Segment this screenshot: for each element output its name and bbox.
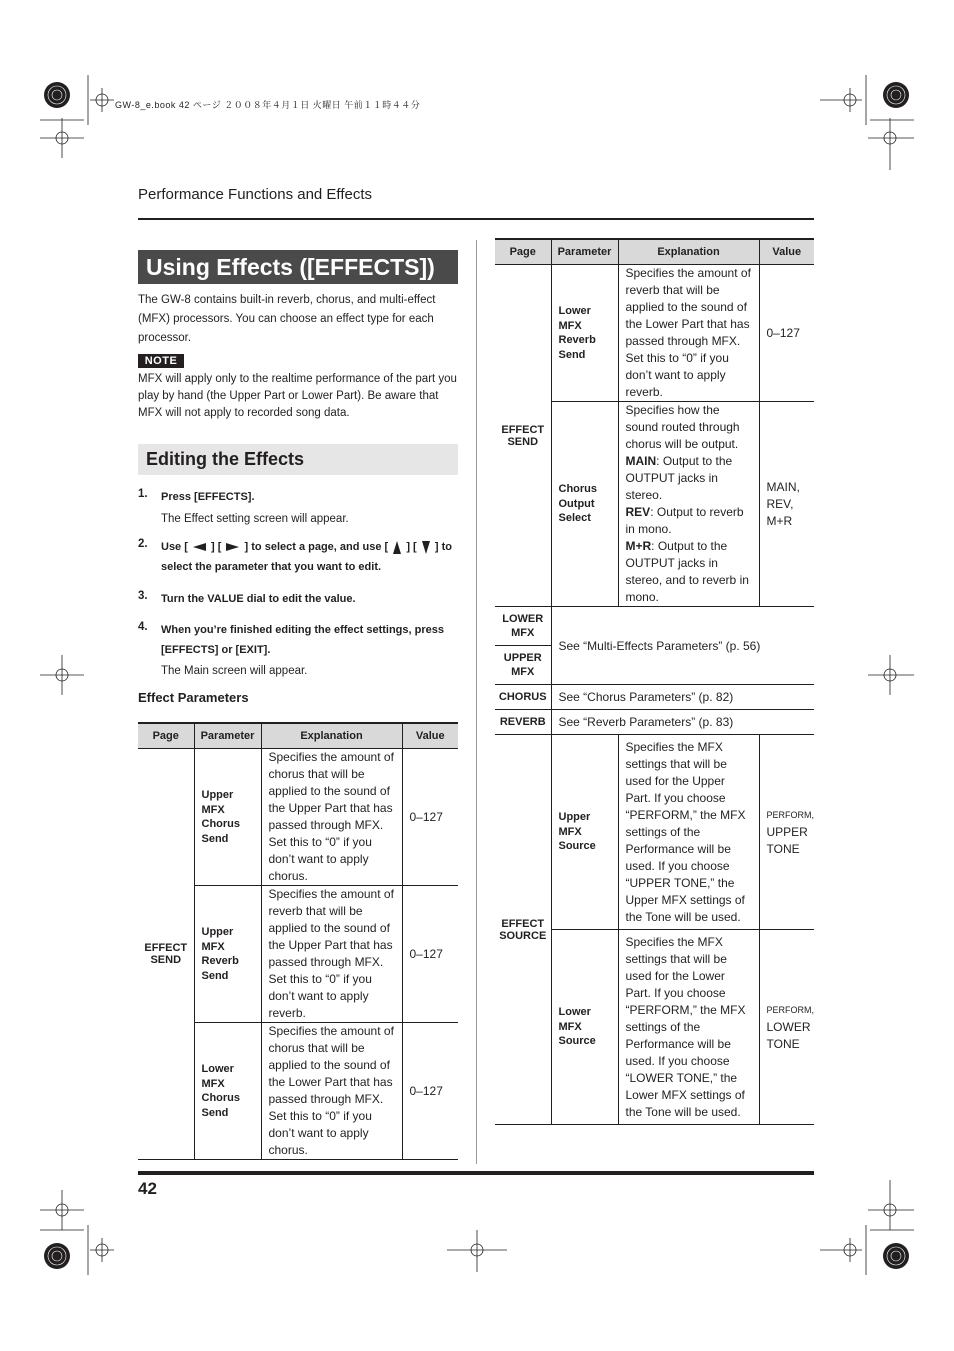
parameter-cell: Upper MFX Reverb Send	[194, 886, 261, 1023]
reference-cell: See “Reverb Parameters” (p. 83)	[551, 710, 814, 735]
table-row	[495, 265, 814, 402]
note-text: MFX will apply only to the realtime performance of the part you play by hand (the Upper Part or Lower Part). Be aware that MFX will not apply to recorded song data.	[138, 373, 457, 419]
step-number: 4.	[138, 621, 148, 633]
value-text: PERFORM,	[766, 1005, 815, 1015]
table-row	[138, 749, 458, 886]
step-text: Turn the VALUE dial to edit the value.	[161, 593, 356, 605]
subsection-title: Editing the Effects	[138, 444, 458, 475]
table-header-row	[138, 723, 458, 749]
table-header-row	[495, 239, 814, 265]
col-value: Value	[402, 723, 458, 749]
step-text: Press [EFFECTS].	[161, 491, 255, 503]
parameter-cell: Lower MFX Chorus Send	[194, 1023, 261, 1160]
step-text-part: ] [	[211, 541, 222, 553]
running-header: Performance Functions and Effects	[138, 186, 373, 203]
step-text-part: Use [	[161, 541, 188, 553]
explanation-cell: Specifies the amount of reverb that will be applied to the sound of the Lower Part that has passed through MFX. Set this to “0” if you don’t want to apply reverb.	[618, 265, 759, 402]
right-arrow-icon	[226, 543, 239, 551]
section-title: Using Effects ([EFFECTS])	[138, 250, 458, 284]
table-row	[495, 607, 814, 646]
step-number: 2.	[138, 538, 148, 550]
explanation-cell	[618, 402, 759, 607]
step-text-part: ] to select a page, and use [	[244, 541, 389, 553]
left-arrow-icon	[193, 543, 206, 551]
explanation-text: Specifies how the sound routed through chorus will be output.	[625, 403, 740, 451]
value-cell	[759, 735, 814, 930]
col-page: Page	[495, 239, 551, 265]
file-stamp: GW-8_e.book 42 ページ ２００８年４月１日 火曜日 午前１１時４４分	[115, 100, 421, 110]
col-page: Page	[138, 723, 194, 749]
step-text-part: ] to select the parameter that you want to edit.	[161, 541, 452, 573]
col-explanation: Explanation	[261, 723, 402, 749]
parameter-cell: Lower MFX Source	[551, 930, 618, 1125]
explanation-cell: Specifies the amount of chorus that will be applied to the sound of the Lower Part that has passed through MFX. Set this to “0” if you don’t want to apply chorus.	[261, 1023, 402, 1160]
effect-parameters-table-left	[138, 722, 458, 1160]
value-cell: 0–127	[402, 1023, 458, 1160]
col-parameter: Parameter	[551, 239, 618, 265]
reference-cell: See “Multi-Effects Parameters” (p. 56)	[551, 607, 814, 685]
value-cell: MAIN, REV, M+R	[759, 402, 814, 607]
explanation-cell: Specifies the amount of reverb that will be applied to the sound of the Upper Part that has passed through MFX. Set this to “0” if you don’t want to apply reverb.	[261, 886, 402, 1023]
header-rule	[138, 218, 814, 220]
effect-parameters-table-right	[495, 238, 814, 1125]
page-cell: UPPER MFX	[495, 646, 551, 685]
page-number: 42	[138, 1179, 157, 1198]
down-arrow-icon	[422, 541, 430, 554]
step-result: The Main screen will appear.	[161, 665, 308, 677]
option-text: : Output to reverb in mono.	[625, 505, 744, 536]
parameter-cell: Chorus Output Select	[551, 402, 618, 607]
step-text	[161, 537, 457, 577]
table-row	[495, 685, 814, 710]
value-cell: 0–127	[402, 886, 458, 1023]
col-explanation: Explanation	[618, 239, 759, 265]
note-badge: NOTE	[138, 354, 184, 368]
explanation-cell: Specifies the amount of chorus that will be applied to the sound of the Upper Part that has passed through MFX. Set this to “0” if you don’t want to apply chorus.	[261, 749, 402, 886]
effect-parameters-heading: Effect Parameters	[138, 690, 249, 705]
value-cell: 0–127	[402, 749, 458, 886]
option-text: : Output to the OUTPUT jacks in stereo.	[625, 454, 733, 502]
option-label: MAIN	[625, 454, 657, 468]
intro-paragraph: The GW-8 contains built-in reverb, chorus, and multi-effect (MFX) processors. You can choose an effect type for each processor.	[138, 294, 436, 344]
step-result: The Effect setting screen will appear.	[161, 513, 349, 525]
page-cell: LOWER MFX	[495, 607, 551, 646]
page-cell: CHORUS	[495, 685, 551, 710]
step-text-part: ] [	[406, 541, 417, 553]
reference-cell: See “Chorus Parameters” (p. 82)	[551, 685, 814, 710]
value-cell: 0–127	[759, 265, 814, 402]
footer-rule	[138, 1171, 814, 1175]
value-text: UPPER TONE	[766, 825, 808, 856]
value-cell	[759, 930, 814, 1125]
page-cell: REVERB	[495, 710, 551, 735]
page-cell: EFFECT SEND	[144, 942, 188, 966]
option-text: : Output to the OUTPUT jacks in stereo, and to reverb in mono.	[625, 539, 749, 604]
step-text: When you’re finished editing the effect settings, press [EFFECTS] or [EXIT].	[161, 624, 444, 656]
page-cell: EFFECT SOURCE	[495, 735, 551, 1125]
step-number: 3.	[138, 590, 148, 602]
option-label: M+R	[625, 539, 652, 553]
col-parameter: Parameter	[194, 723, 261, 749]
explanation-cell: Specifies the MFX settings that will be used for the Upper Part. If you choose “PERFORM,” the MFX settings of the Performance will be used. If you choose “UPPER TONE,” the Upper MFX settings of the Tone will be used.	[618, 735, 759, 930]
page-cell: EFFECT SEND	[501, 423, 545, 448]
parameter-cell: Upper MFX Chorus Send	[194, 749, 261, 886]
column-divider	[476, 240, 477, 1164]
table-row	[495, 735, 814, 930]
table-row	[495, 710, 814, 735]
value-text: LOWER TONE	[766, 1020, 811, 1051]
explanation-cell: Specifies the MFX settings that will be used for the Lower Part. If you choose “PERFORM,” the MFX settings of the Performance will be used. If you choose “LOWER TONE,” the Lower MFX settings of the Tone will be used.	[618, 930, 759, 1125]
col-value: Value	[759, 239, 814, 265]
up-arrow-icon	[393, 541, 401, 554]
option-label: REV	[625, 505, 651, 519]
parameter-cell: Lower MFX Reverb Send	[551, 265, 618, 402]
value-text: PERFORM,	[766, 810, 815, 820]
step-number: 1.	[138, 488, 148, 500]
parameter-cell: Upper MFX Source	[551, 735, 618, 930]
